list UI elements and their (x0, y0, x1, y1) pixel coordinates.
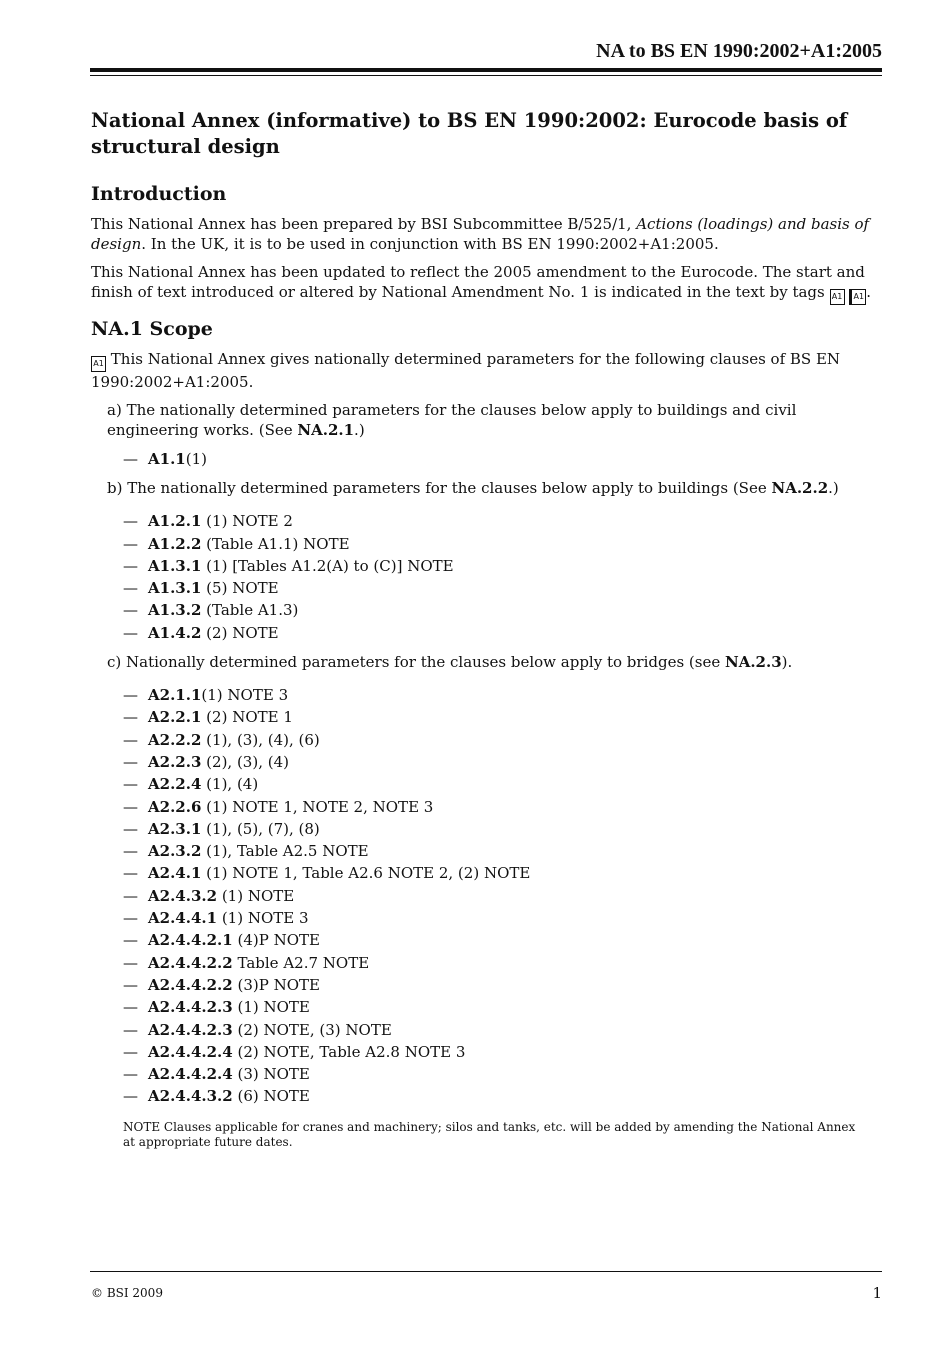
clause-list-a (91, 448, 876, 470)
clause-number: A2.4.4.2.2 (148, 953, 233, 972)
clause-detail: (1), (5), (7), (8) (201, 819, 320, 838)
clause-detail: (1) NOTE 1, NOTE 2, NOTE 3 (201, 797, 434, 816)
scope-item-b (107, 478, 876, 498)
clause-list-item (123, 907, 876, 929)
clause-detail: (Table A1.1) NOTE (201, 534, 350, 553)
dash-bullet: — (123, 534, 138, 553)
scope-lead-paragraph (91, 349, 876, 392)
dash-bullet: — (123, 909, 138, 928)
dash-bullet: — (123, 450, 138, 468)
clause-detail: (Table A1.3) (201, 601, 299, 620)
scope-heading: NA.1 Scope (91, 318, 213, 340)
clause-detail: (2) NOTE, (3) NOTE (232, 1020, 392, 1039)
scope-c-text: c) Nationally determined parameters for the clauses below apply to bridges (see (107, 653, 725, 672)
dash-bullet: — (123, 998, 138, 1017)
dash-bullet: — (123, 931, 138, 950)
clause-list-item (123, 974, 876, 996)
dash-bullet: — (123, 1020, 138, 1039)
clause-number: A2.4.4.2.4 (148, 1042, 233, 1061)
clause-list-item (123, 706, 876, 728)
scope-item-a (107, 400, 876, 440)
clause-number: A2.4.4.2.4 (148, 1065, 233, 1084)
clause-list-item (123, 1041, 876, 1063)
dash-bullet: — (123, 864, 138, 883)
clause-number: A1.3.1 (148, 556, 202, 575)
clause-list-item (123, 862, 876, 884)
clause-detail: (1), (3), (4), (6) (201, 730, 320, 749)
clause-list-item (123, 818, 876, 840)
scope-a-ref: NA.2.1 (297, 421, 355, 439)
scope-item-c (107, 652, 876, 672)
clause-detail: (1) NOTE (232, 998, 310, 1017)
clause-number: A2.2.4 (148, 775, 202, 794)
clause-number: A1.4.2 (148, 623, 202, 642)
amendment-end-tag-icon: A1 (849, 289, 866, 305)
dash-bullet: — (123, 1042, 138, 1061)
dash-bullet: — (123, 975, 138, 994)
clause-number: A2.2.6 (148, 797, 202, 816)
clause-detail: (5) NOTE (201, 579, 279, 598)
dash-bullet: — (123, 623, 138, 642)
dash-bullet: — (123, 512, 138, 531)
clause-list-item (123, 510, 876, 532)
introduction-heading: Introduction (91, 183, 227, 205)
main-content (91, 108, 876, 1150)
intro-p1-text: This National Annex has been prepared by BSI Subcommittee B/525/1, (91, 215, 637, 233)
clause-detail: (3) NOTE (232, 1065, 310, 1084)
intro-paragraph-1 (91, 214, 876, 254)
clause-number: A2.3.1 (148, 819, 202, 838)
amendment-start-tag-icon: A1 (830, 289, 845, 305)
scope-lead-text: This National Annex gives nationally determined parameters for the following clauses of BS EN 1990:2002+A1:2005. (91, 350, 841, 391)
clause-list-b (91, 510, 876, 644)
dash-bullet: — (123, 601, 138, 620)
footer-copyright: © BSI 2009 (91, 1286, 163, 1300)
clause-detail: (1) NOTE 3 (217, 909, 309, 928)
clause-detail: (1) NOTE 1, Table A2.6 NOTE 2, (2) NOTE (201, 864, 531, 883)
scope-b-end: .) (828, 479, 839, 498)
clause-list-item (123, 751, 876, 773)
dash-bullet: — (123, 556, 138, 575)
clause-list-item (123, 555, 876, 577)
clause-detail: (1) (185, 450, 207, 468)
clause-number: A1.3.1 (148, 579, 202, 598)
clause-list-item (123, 533, 876, 555)
clause-number: A2.4.4.3.2 (148, 1087, 233, 1106)
dash-bullet: — (123, 953, 138, 972)
clause-list-item (123, 840, 876, 862)
clause-number: A2.4.1 (148, 864, 202, 883)
clause-list-c (91, 684, 876, 1108)
dash-bullet: — (123, 708, 138, 727)
clause-number: A2.4.3.2 (148, 886, 218, 905)
clause-list-item (123, 796, 876, 818)
clause-list-item (123, 729, 876, 751)
dash-bullet: — (123, 1087, 138, 1106)
clause-number: A2.3.2 (148, 842, 202, 861)
clause-list-item (123, 952, 876, 974)
clause-list-item (123, 622, 876, 644)
clause-detail: (2) NOTE (201, 623, 279, 642)
dash-bullet: — (123, 686, 138, 705)
intro-p1-text-end: . In the UK, it is to be used in conjunction with BS EN 1990:2002+A1:2005. (141, 235, 719, 253)
dash-bullet: — (123, 775, 138, 794)
clause-list-item (123, 684, 876, 706)
clause-list-item (123, 1019, 876, 1041)
clause-list-item (123, 1085, 876, 1107)
clause-number: A2.1.1 (148, 686, 202, 705)
amendment-start-tag-icon: A1 (91, 356, 106, 372)
dash-bullet: — (123, 886, 138, 905)
clause-detail: (3)P NOTE (232, 975, 320, 994)
clause-detail: (1) NOTE 2 (201, 512, 293, 531)
clause-detail: (4)P NOTE (232, 931, 320, 950)
scope-c-ref: NA.2.3 (724, 653, 782, 672)
clause-list-item (123, 448, 876, 470)
clause-number: A2.2.1 (148, 708, 202, 727)
clause-list-item (123, 996, 876, 1018)
intro-p1-italic: Actions (loadings) and basis of design (91, 215, 870, 253)
dash-bullet: — (123, 752, 138, 771)
clause-detail: Table A2.7 NOTE (232, 953, 370, 972)
clause-list-item (123, 1063, 876, 1085)
clause-number: A2.4.4.2.3 (148, 1020, 233, 1039)
footer-rule (90, 1271, 882, 1272)
clause-detail: (1), (4) (201, 775, 259, 794)
clause-list-item (123, 577, 876, 599)
clause-detail: (1), Table A2.5 NOTE (201, 842, 369, 861)
header-rule-thin (90, 75, 882, 76)
header-rule-thick (90, 68, 882, 72)
clause-list-item (123, 885, 876, 907)
clause-detail: (1) [Tables A1.2(A) to (C)] NOTE (201, 556, 454, 575)
clause-number: A1.2.1 (148, 512, 202, 531)
dash-bullet: — (123, 579, 138, 598)
clause-detail: (2) NOTE 1 (201, 708, 293, 727)
document-code-header: NA to BS EN 1990:2002+A1:2005 (596, 40, 882, 62)
clause-list-item (123, 773, 876, 795)
clause-number: A2.2.2 (148, 730, 202, 749)
clause-detail: (1) NOTE (217, 886, 295, 905)
clause-detail: (2) NOTE, Table A2.8 NOTE 3 (232, 1042, 466, 1061)
scope-a-end: .) (354, 421, 365, 439)
clause-number: A1.2.2 (148, 534, 202, 553)
dash-bullet: — (123, 819, 138, 838)
clause-detail: (1) NOTE 3 (201, 686, 289, 705)
dash-bullet: — (123, 730, 138, 749)
dash-bullet: — (123, 797, 138, 816)
intro-paragraph-2 (91, 262, 876, 305)
document-title: National Annex (informative) to BS EN 1990:2002: Eurocode basis of structural design (91, 109, 848, 158)
clause-list-item (123, 599, 876, 621)
clause-number: A1.1 (148, 450, 186, 468)
clause-number: A2.4.4.2.3 (148, 998, 233, 1017)
clause-number: A2.4.4.1 (148, 909, 218, 928)
scope-a-text: a) The nationally determined parameters for the clauses below apply to buildings and civil engineering works. (See (107, 401, 797, 439)
clause-number: A1.3.2 (148, 601, 202, 620)
intro-p2-text: This National Annex has been updated to reflect the 2005 amendment to the Eurocode. The start and finish of text introduced or altered by National Amendment No. 1 is indicated in the text by tags (91, 263, 865, 301)
clause-detail: (6) NOTE (232, 1087, 310, 1106)
clause-number: A2.4.4.2.1 (148, 931, 233, 950)
clause-detail: (2), (3), (4) (201, 752, 289, 771)
scope-b-text: b) The nationally determined parameters for the clauses below apply to buildings (See (107, 479, 772, 498)
scope-c-end: ). (781, 653, 793, 672)
footer-page-number: 1 (872, 1284, 882, 1302)
intro-p2-end: . (866, 283, 872, 301)
scope-b-ref: NA.2.2 (771, 479, 829, 498)
clause-number: A2.4.4.2.2 (148, 975, 233, 994)
clause-list-item (123, 929, 876, 951)
dash-bullet: — (123, 842, 138, 861)
scope-note: NOTE Clauses applicable for cranes and machinery; silos and tanks, etc. will be added by amending the National Annex at appropriate future dates. (123, 1119, 856, 1149)
dash-bullet: — (123, 1065, 138, 1084)
clause-number: A2.2.3 (148, 752, 202, 771)
